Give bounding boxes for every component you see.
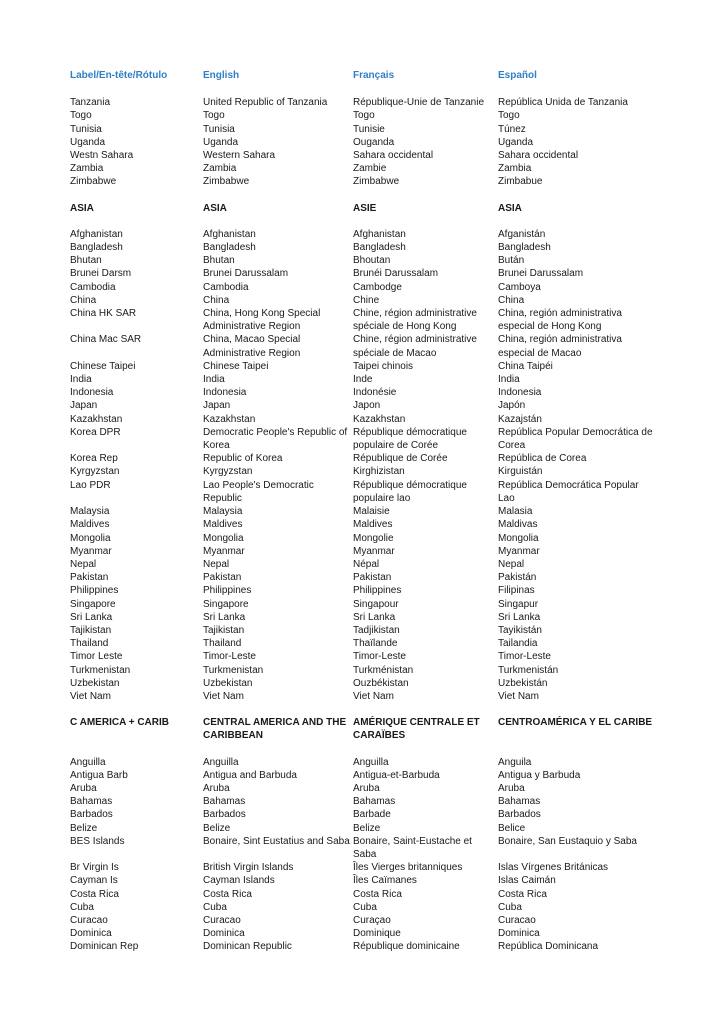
cell-label: Chinese Taipei (70, 360, 136, 372)
cell-english: Maldives (203, 519, 243, 531)
heading-cell-english: CENTRAL AMERICA AND THE CARIBBEAN (203, 717, 347, 742)
cell-label: Pakistan (70, 572, 109, 584)
heading-cell-french: AMÉRIQUE CENTRALE ET CARAÏBES (353, 717, 480, 742)
cell-spanish: Cuba (498, 901, 522, 913)
cell-spanish: Filipinas (498, 585, 535, 597)
cell-french: Tunisie (353, 123, 385, 135)
cell-french: Kirghizistan (353, 466, 405, 478)
cell-english: Mongolia (203, 532, 244, 544)
cell-french: Brunéi Darussalam (353, 268, 439, 280)
cell-english: Philippines (203, 585, 252, 597)
cell-spanish: República Popular Democrática de Corea (498, 426, 653, 452)
cell-spanish: Kirguistán (498, 466, 543, 478)
cell-french: Viet Nam (353, 690, 394, 702)
cell-french: Dominique (353, 928, 401, 940)
header-english: English (203, 70, 240, 81)
table-row (70, 465, 670, 478)
cell-french: Zimbabwe (353, 176, 400, 188)
cell-french: Chine, région administrative spéciale de Hong Kong (353, 308, 477, 333)
table-row (70, 505, 670, 518)
cell-english: Nepal (203, 558, 230, 570)
table-row (70, 637, 670, 650)
table-row (70, 624, 670, 637)
cell-spanish: Bahamas (498, 796, 541, 808)
cell-french: Singapour (353, 598, 399, 610)
table-row (70, 874, 670, 887)
cell-english: Costa Rica (203, 888, 252, 900)
table-row (70, 294, 670, 307)
cell-spanish: Nepal (498, 558, 525, 570)
table-row (70, 333, 670, 359)
cell-spanish: Singapur (498, 598, 539, 610)
cell-spanish: Bután (498, 255, 525, 267)
table-row (70, 769, 670, 782)
cell-french: Tadjikistan (353, 624, 400, 636)
cell-french: Ouzbékistan (353, 677, 409, 689)
cell-english: Afghanistan (203, 228, 256, 240)
table-row (70, 940, 670, 953)
cell-french: Îles Vierges britanniques (353, 862, 463, 874)
cell-english: Zambia (203, 163, 237, 175)
heading-cell-label: C AMERICA + CARIB (70, 717, 169, 729)
cell-spanish: China, región administrativa especial de Hong Kong (498, 308, 622, 333)
cell-french: Chine (353, 294, 380, 306)
cell-spanish: Sri Lanka (498, 611, 541, 623)
header-spanish: Español (498, 70, 537, 81)
cell-english: Myanmar (203, 545, 245, 557)
cell-french: Sri Lanka (353, 611, 396, 623)
cell-label: Tunisia (70, 123, 102, 135)
cell-spanish: Togo (498, 110, 520, 122)
cell-spanish: Tailandia (498, 638, 538, 650)
cell-french: Sahara occidental (353, 150, 434, 162)
cell-spanish: Anguila (498, 756, 532, 768)
cell-label: Singapore (70, 598, 116, 610)
cell-french: Îles Caïmanes (353, 875, 417, 887)
table-row (70, 611, 670, 624)
cell-english: Singapore (203, 598, 249, 610)
cell-spanish: Costa Rica (498, 888, 547, 900)
cell-english: Cambodia (203, 281, 249, 293)
table-row (70, 162, 670, 175)
table-row (70, 399, 670, 412)
cell-english: Uzbekistan (203, 677, 253, 689)
country-label-table (70, 69, 670, 954)
cell-english: Thailand (203, 638, 242, 650)
cell-label: Thailand (70, 638, 109, 650)
cell-french: Malaisie (353, 506, 390, 518)
cell-label: Antigua Barb (70, 769, 128, 781)
cell-english: British Virgin Islands (203, 862, 294, 874)
cell-spanish: Pakistán (498, 572, 537, 584)
cell-spanish: Dominica (498, 928, 540, 940)
cell-label: Tanzania (70, 97, 111, 109)
table-row (70, 756, 670, 769)
header-label: Label/En-tête/Rótulo (70, 70, 168, 81)
cell-french: Mongolie (353, 532, 394, 544)
cell-label: Curacao (70, 914, 108, 926)
cell-english: Chinese Taipei (203, 360, 269, 372)
table-row (70, 518, 670, 531)
cell-english: Bangladesh (203, 242, 256, 254)
table-row (70, 175, 670, 188)
cell-spanish: Islas Caimán (498, 875, 556, 887)
cell-english: United Republic of Tanzania (203, 97, 328, 109)
cell-spanish: Timor-Leste (498, 651, 551, 663)
cell-french: République de Corée (353, 453, 448, 465)
cell-english: Brunei Darussalam (203, 268, 289, 280)
cell-spanish: India (498, 374, 520, 386)
table-row (70, 123, 670, 136)
cell-label: Cambodia (70, 281, 116, 293)
cell-english: Kyrgyzstan (203, 466, 253, 478)
cell-french: République démocratique populaire de Corée (353, 426, 467, 452)
cell-english: Bonaire, Sint Eustatius and Saba (203, 835, 350, 847)
cell-english: Viet Nam (203, 690, 244, 702)
table-row (70, 479, 670, 505)
cell-label: Uganda (70, 136, 106, 148)
cell-english: Japan (203, 400, 231, 412)
cell-english: Bahamas (203, 796, 246, 808)
table-row (70, 96, 670, 109)
cell-spanish: Mongolia (498, 532, 539, 544)
cell-spanish: Afganistán (498, 228, 546, 240)
cell-spanish: República Democrática Popular Lao (498, 479, 639, 504)
cell-english: Tunisia (203, 123, 235, 135)
cell-label: Westn Sahara (70, 150, 134, 162)
cell-label: Anguilla (70, 756, 106, 768)
cell-label: BES Islands (70, 835, 125, 847)
cell-french: République démocratique populaire lao (353, 479, 467, 504)
cell-label: Zambia (70, 163, 104, 175)
cell-french: Japon (353, 400, 381, 412)
table-row (70, 228, 670, 241)
table-row (70, 360, 670, 373)
table-header (70, 69, 670, 82)
cell-label: Korea Rep (70, 453, 118, 465)
cell-label: Philippines (70, 585, 119, 597)
cell-english: Belize (203, 822, 231, 834)
cell-english: Curacao (203, 914, 241, 926)
table-row (70, 822, 670, 835)
cell-label: Maldives (70, 519, 110, 531)
table-row (70, 426, 670, 452)
cell-english: Zimbabwe (203, 176, 250, 188)
cell-english: Anguilla (203, 756, 239, 768)
cell-french: Thaïlande (353, 638, 398, 650)
cell-english: Indonesia (203, 387, 247, 399)
cell-spanish: Bonaire, San Eustaquio y Saba (498, 835, 637, 847)
cell-english: Aruba (203, 782, 230, 794)
cell-label: Br Virgin Is (70, 862, 119, 874)
cell-label: Bahamas (70, 796, 113, 808)
cell-english: Cayman Islands (203, 875, 275, 887)
cell-label: Turkmenistan (70, 664, 131, 676)
cell-label: Belize (70, 822, 98, 834)
table-row (70, 558, 670, 571)
table-row (70, 808, 670, 821)
cell-label: Bangladesh (70, 242, 123, 254)
cell-label: Japan (70, 400, 98, 412)
cell-english: Togo (203, 110, 225, 122)
heading-cell-label: ASIA (70, 202, 94, 214)
cell-label: Uzbekistan (70, 677, 120, 689)
cell-label: Bhutan (70, 255, 102, 267)
section-heading (70, 716, 670, 742)
cell-english: China (203, 294, 230, 306)
cell-spanish: Bangladesh (498, 242, 551, 254)
cell-label: Indonesia (70, 387, 114, 399)
cell-french: République-Unie de Tanzanie (353, 97, 485, 109)
table-row (70, 254, 670, 267)
table-row (70, 241, 670, 254)
cell-french: Ouganda (353, 136, 395, 148)
table-row (70, 413, 670, 426)
cell-spanish: Antigua y Barbuda (498, 769, 581, 781)
cell-spanish: Zimbabue (498, 176, 543, 188)
table-row (70, 281, 670, 294)
cell-spanish: República Unida de Tanzania (498, 97, 628, 109)
cell-french: Taipei chinois (353, 360, 414, 372)
cell-label: Aruba (70, 782, 97, 794)
cell-english: China, Hong Kong Special Administrative Region (203, 308, 321, 333)
cell-spanish: China Taipéi (498, 360, 553, 372)
cell-french: Bangladesh (353, 242, 406, 254)
cell-spanish: República de Corea (498, 453, 587, 465)
cell-label: Nepal (70, 558, 97, 570)
cell-french: Costa Rica (353, 888, 402, 900)
cell-label: Dominica (70, 928, 112, 940)
cell-french: Népal (353, 558, 380, 570)
cell-french: Bahamas (353, 796, 396, 808)
cell-english: Dominica (203, 928, 245, 940)
cell-english: Sri Lanka (203, 611, 246, 623)
cell-french: Kazakhstan (353, 413, 406, 425)
table-row (70, 545, 670, 558)
table-row (70, 307, 670, 333)
cell-french: Aruba (353, 782, 380, 794)
cell-label: Brunei Darsm (70, 268, 132, 280)
cell-spanish: Maldivas (498, 519, 538, 531)
cell-spanish: Sahara occidental (498, 150, 579, 162)
cell-label: Afghanistan (70, 228, 123, 240)
cell-english: Lao People's Democratic Republic (203, 479, 314, 504)
table-row (70, 267, 670, 280)
cell-label: Dominican Rep (70, 941, 139, 953)
cell-spanish: Islas Vírgenes Británicas (498, 862, 609, 874)
cell-french: Belize (353, 822, 381, 834)
cell-french: Curaçao (353, 914, 391, 926)
cell-spanish: Viet Nam (498, 690, 539, 702)
cell-label: Cuba (70, 901, 94, 913)
cell-english: Turkmenistan (203, 664, 264, 676)
table-row (70, 795, 670, 808)
cell-label: Lao PDR (70, 479, 111, 491)
cell-spanish: Kazajstán (498, 413, 542, 425)
table-row (70, 598, 670, 611)
cell-french: Antigua-et-Barbuda (353, 769, 440, 781)
table-row (70, 136, 670, 149)
cell-english: Timor-Leste (203, 651, 256, 663)
cell-spanish: República Dominicana (498, 941, 599, 953)
cell-french: Timor-Leste (353, 651, 406, 663)
cell-spanish: China (498, 294, 525, 306)
cell-french: Myanmar (353, 545, 395, 557)
cell-french: Philippines (353, 585, 402, 597)
table-row (70, 782, 670, 795)
cell-english: Antigua and Barbuda (203, 769, 297, 781)
cell-english: Cuba (203, 901, 227, 913)
table-row (70, 650, 670, 663)
cell-french: Turkménistan (353, 664, 414, 676)
table-body (70, 96, 670, 953)
cell-label: China HK SAR (70, 308, 137, 320)
cell-french: République dominicaine (353, 941, 460, 953)
header-french: Français (353, 70, 395, 81)
cell-label: Myanmar (70, 545, 112, 557)
heading-cell-spanish: CENTROAMÉRICA Y EL CARIBE (498, 717, 653, 729)
cell-french: Cambodge (353, 281, 402, 293)
cell-label: Malaysia (70, 506, 110, 518)
table-row (70, 571, 670, 584)
table-row (70, 452, 670, 465)
cell-label: Zimbabwe (70, 176, 117, 188)
cell-english: Uganda (203, 136, 239, 148)
cell-label: Timor Leste (70, 651, 123, 663)
cell-label: India (70, 374, 92, 386)
cell-spanish: Japón (498, 400, 526, 412)
cell-label: China Mac SAR (70, 334, 142, 346)
cell-spanish: Belice (498, 822, 526, 834)
cell-spanish: Zambia (498, 163, 532, 175)
cell-label: Korea DPR (70, 426, 121, 438)
cell-spanish: Barbados (498, 809, 541, 821)
cell-french: Anguilla (353, 756, 389, 768)
cell-english: Pakistan (203, 572, 242, 584)
table-row (70, 835, 670, 861)
cell-spanish: Uzbekistán (498, 677, 548, 689)
cell-french: Cuba (353, 901, 377, 913)
cell-french: Barbade (353, 809, 391, 821)
cell-english: Tajikistan (203, 624, 245, 636)
cell-french: Afghanistan (353, 228, 406, 240)
cell-english: Dominican Republic (203, 941, 292, 953)
cell-french: Pakistan (353, 572, 392, 584)
table-row (70, 373, 670, 386)
cell-label: Kazakhstan (70, 413, 123, 425)
table-row (70, 690, 670, 703)
cell-label: Togo (70, 110, 92, 122)
cell-label: Viet Nam (70, 690, 111, 702)
cell-spanish: Curacao (498, 914, 536, 926)
table-row (70, 149, 670, 162)
cell-spanish: Camboya (498, 281, 541, 293)
cell-english: China, Macao Special Administrative Region (203, 334, 301, 359)
cell-french: Chine, région administrative spéciale de Macao (353, 334, 477, 359)
section-heading (70, 202, 670, 215)
cell-french: Indonésie (353, 387, 397, 399)
cell-english: Western Sahara (203, 150, 276, 162)
table-row (70, 109, 670, 122)
cell-french: Bhoutan (353, 255, 391, 267)
cell-spanish: Malasia (498, 506, 533, 518)
table-row (70, 861, 670, 874)
cell-french: Togo (353, 110, 375, 122)
cell-label: Costa Rica (70, 888, 119, 900)
cell-spanish: Turkmenistán (498, 664, 559, 676)
cell-label: Cayman Is (70, 875, 118, 887)
cell-french: Bonaire, Saint-Eustache et Saba (353, 835, 472, 860)
cell-english: India (203, 374, 225, 386)
cell-english: Malaysia (203, 506, 243, 518)
cell-spanish: Myanmar (498, 545, 540, 557)
heading-cell-english: ASIA (203, 202, 227, 214)
cell-english: Barbados (203, 809, 246, 821)
table-row (70, 914, 670, 927)
cell-spanish: Indonesia (498, 387, 542, 399)
cell-spanish: China, región administrativa especial de Macao (498, 334, 622, 359)
cell-label: Barbados (70, 809, 113, 821)
cell-label: Mongolia (70, 532, 111, 544)
table-row (70, 532, 670, 545)
cell-french: Inde (353, 374, 373, 386)
cell-spanish: Uganda (498, 136, 534, 148)
cell-spanish: Tayikistán (498, 624, 542, 636)
table-row (70, 927, 670, 940)
table-row (70, 664, 670, 677)
table-row (70, 677, 670, 690)
cell-french: Maldives (353, 519, 393, 531)
table-row (70, 888, 670, 901)
cell-english: Kazakhstan (203, 413, 256, 425)
table-row (70, 584, 670, 597)
cell-spanish: Túnez (498, 123, 526, 135)
cell-label: Tajikistan (70, 624, 112, 636)
cell-french: Zambie (353, 163, 387, 175)
cell-spanish: Brunei Darussalam (498, 268, 584, 280)
table-row (70, 901, 670, 914)
cell-english: Democratic People's Republic of Korea (203, 426, 348, 452)
cell-label: China (70, 294, 97, 306)
heading-cell-french: ASIE (353, 202, 377, 214)
table-row (70, 386, 670, 399)
cell-english: Bhutan (203, 255, 235, 267)
cell-english: Republic of Korea (203, 453, 283, 465)
cell-spanish: Aruba (498, 782, 525, 794)
cell-label: Sri Lanka (70, 611, 113, 623)
heading-cell-spanish: ASIA (498, 202, 522, 214)
cell-label: Kyrgyzstan (70, 466, 120, 478)
